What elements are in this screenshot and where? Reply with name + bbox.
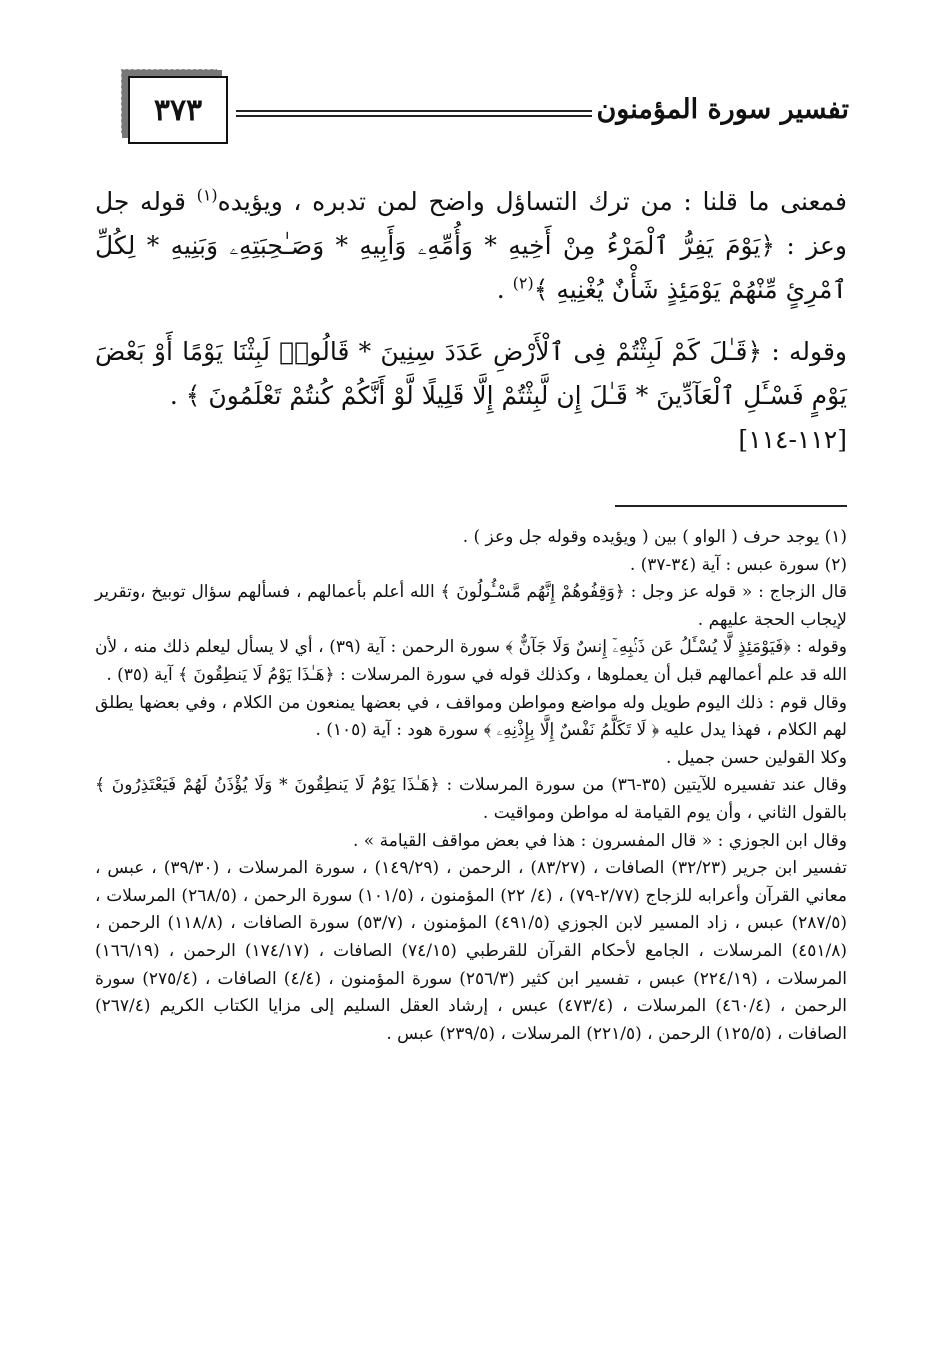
footnote-1: (١) يوجد حرف ( الواو ) بين ( ويؤيده وقوله جل وعز ) . — [462, 527, 847, 547]
footnote-separator — [615, 505, 847, 507]
header-rule — [236, 110, 592, 120]
paragraph-2 — [95, 330, 847, 462]
footnote-marker-2: (٢) — [512, 273, 534, 293]
page-number: ٣٧٣ — [128, 76, 228, 144]
running-title: تفسير سورة المؤمنون — [596, 94, 849, 125]
quran-verse-1: ﴿يَوْمَ يَفِرُّ ٱلْمَرْءُ مِنْ أَخِيهِ * وَأُمِّهِۦ وَأَبِيهِ * وَصَـٰحِبَتِهِۦ وَبَنِيهِ * لِكُلِّ ٱمْرِئٍ مِّنْهُمْ يَوْمَئِذٍ شَأْنٌ يُغْنِيهِ ﴾ — [95, 231, 847, 304]
footnote-rahman: وقوله : ﴿فَيَوْمَئِذٍ لَّا يُسْـَٔلُ عَن ذَنۢبِهِۦٓ إِنسٌ وَلَا جَآنٌّ ﴾ سورة الرحمن : آية (٣٩) ، أي لا يسأل ليعلم ذلك منه ، لأن الله قد علم أعمالهم قبل أن يعملوها ، وكذلك قوله في سورة المرسلات : ﴿هَـٰذَا يَوْمُ لَا يَنطِقُونَ ﴾ آية (٣٥) . — [95, 637, 847, 685]
paragraph-1 — [95, 180, 847, 312]
footnote-2: (٢) سورة عبس : آية (٣٤-٣٧) . — [629, 554, 847, 575]
paragraph-1-end: . — [496, 275, 505, 304]
paragraph-2-intro: وقوله : — [762, 337, 847, 366]
main-text — [95, 180, 847, 480]
paragraph-1-cont: قوله جل وعز : — [95, 187, 847, 260]
footnote-mursalat: وقال عند تفسيره للآيتين (٣٥-٣٦) من سورة المرسلات : ﴿هَـٰذَا يَوْمُ لَا يَنطِقُونَ * وَلَا يُؤْذَنُ لَهُمْ فَيَعْتَذِرُونَ ﴾ بالقول الثاني ، وأن يوم القيامة له مواطن ومواقيت . — [95, 775, 847, 823]
footnote-zajjaj: قال الزجاج : « قوله عز وجل : ﴿وَقِفُوهُمْ إِنَّهُم مَّسْـُٔولُونَ ﴾ الله أعلم بأعمالهم ، فسألهم سؤال توبيخ ،وتقرير لإيجاب الحجة عليهم . — [95, 582, 847, 630]
footnote-references: تفسير ابن جرير (٣٢/٢٣) الصافات ، (٨٣/٢٧) ، الرحمن ، (١٤٩/٢٩) ، سورة المرسلات ، (٣٩/٣٠) ، عبس ، معاني القرآن وأعرابه للزجاج (٢/٧٧-٧٩) ، (٤/ ٢٢) المؤمنون ، (١٠١/٥) سورة الرحمن ، (٢٦٨/٥) المرسلات ، (٢٨٧/٥) عبس ، زاد المسير لابن الجوزي (٤٩١/٥) المؤمنون ، (٥٣/٧) سورة الصافات ، (١١٨/٨) الرحمن ، (٤٥١/٨) المرسلات ، الجامع لأحكام القرآن للقرطبي (٧٤/١٥) الصافات ، (١٧٤/١٧) الرحمن ، (١٦٦/١٩) المرسلات ، (٢٢٤/١٩) عبس ، تفسير ابن كثير (٢٥٦/٣) سورة المؤمنون ، (٤/٤) الصافات ، (٢٧٥/٤) سورة الرحمن ، (٤٦٠/٤) المرسلات ، (٤٧٣/٤) عبس ، إرشاد العقل السليم إلى مزايا الكتاب الكريم (٢٦٧/٤) الصافات ، (١٢٥/٥) الرحمن ، (٢٢١/٥) المرسلات ، (٢٣٩/٥) عبس . — [95, 858, 848, 1044]
verse-reference: [١١٢-١١٤] — [738, 425, 847, 454]
paragraph-1-text: فمعنى ما قلنا : من ترك التساؤل واضح لمن تدبره ، ويؤيده — [217, 187, 848, 216]
footnote-marker-1: (١) — [196, 185, 218, 205]
quran-verse-2: ﴿قَـٰلَ كَمْ لَبِثْتُمْ فِى ٱلْأَرْضِ عَدَدَ سِنِينَ * قَالُوا۟ لَبِثْنَا يَوْمًا أَوْ بَعْضَ يَوْمٍ فَسْـَٔلِ ٱلْعَآدِّينَ * قَـٰلَ إِن لَّبِثْتُمْ إِلَّا قَلِيلًا لَّوْ أَنَّكُمْ كُنتُمْ تَعْلَمُونَ ﴾ . — [95, 337, 847, 410]
footnote-both: وكلا القولين حسن جميل . — [666, 747, 847, 768]
footnotes — [95, 524, 847, 1048]
footnote-qawm: وقال قوم : ذلك اليوم طويل وله مواضع ومواطن ومواقف ، في بعضها يمنعون من الكلام ، وفي بعضها يطلق لهم الكلام ، فهذا يدل عليه ﴿ لَا تَكَلَّمُ نَفْسٌ إِلَّا بِإِذْنِهِۦ ﴾ سورة هود : آية (١٠٥) . — [95, 692, 847, 741]
footnote-jawzi: وقال ابن الجوزي : « قال المفسرون : هذا في بعض مواقف القيامة » . — [352, 830, 847, 851]
